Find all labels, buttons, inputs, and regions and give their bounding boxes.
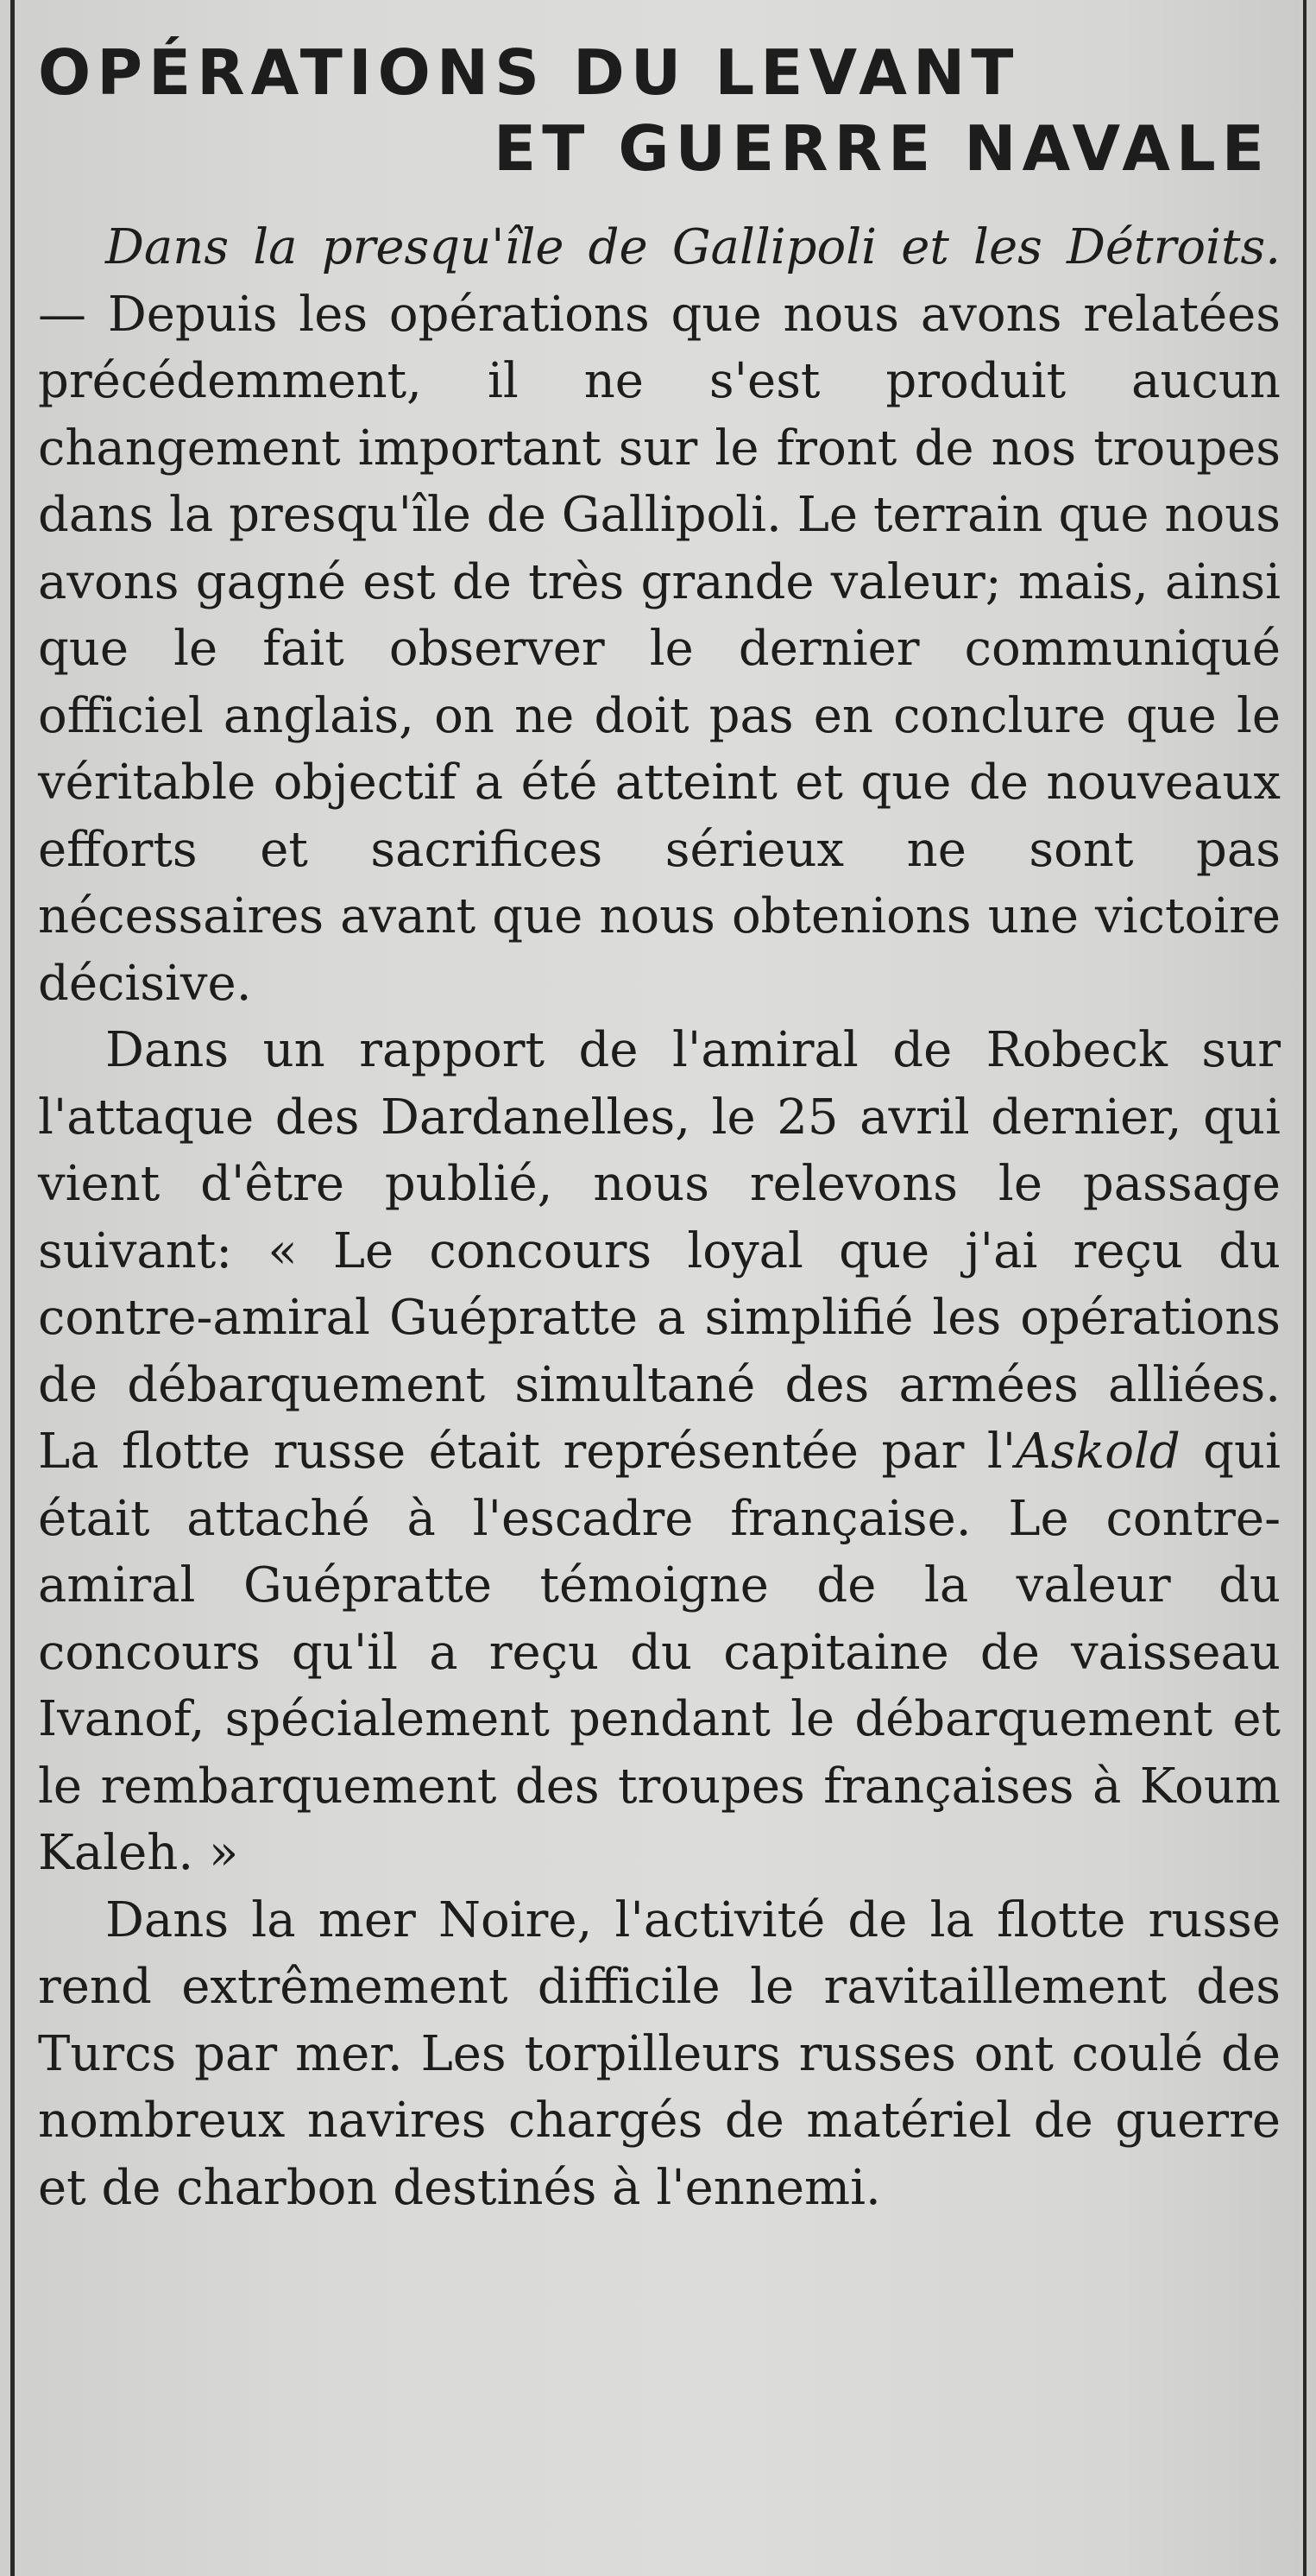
- article-title-line-2: ET GUERRE NAVALE: [494, 112, 1270, 185]
- paragraph-text: — Depuis les opérations que nous avons relatées précédemment, il ne s'est produit aucun changement important sur le front de nos troupes dans la presqu'île de Gallipoli. Le terrain que nous avons gagné est de très grande valeur; mais, ainsi que le fait observer le dernier communiqué officiel anglais, on ne doit pas en conclure que le véritable objectif a été atteint et que de nouveaux efforts et sacrifices sérieux ne sont pas nécessaires avant que nous obtenions une victoire décisive.: [38, 286, 1281, 1012]
- paragraph-lead-heading: Dans la presqu'île de Gallipoli et les Détroits.: [105, 219, 1281, 275]
- article: [38, 35, 1281, 2221]
- paragraph-black-sea: [38, 1887, 1281, 2222]
- ship-name: Askold: [1016, 1424, 1181, 1480]
- article-body: [38, 214, 1281, 2221]
- paragraph-gallipoli: [38, 214, 1281, 1017]
- paragraph-robeck-report: [38, 1017, 1281, 1887]
- right-column-rule: [1303, 0, 1307, 2576]
- paragraph-text: Dans la mer Noire, l'activité de la flotte russe rend extrêmement difficile le ravitaillement des Turcs par mer. Les torpilleurs russes ont coulé de nombreux navires chargés de matériel de guerre et de charbon destinés à l'ennemi.: [38, 1891, 1281, 2216]
- paragraph-text: qui était attaché à l'escadre française. Le contre-amiral Guépratte témoigne de la valeur du concours qu'il a reçu du capitaine de vaisseau Ivanof, spécialement pendant le débarquement et le rembarquement des troupes françaises à Koum Kaleh. »: [38, 1424, 1281, 1881]
- article-title-line-1: OPÉRATIONS DU LEVANT: [38, 36, 1020, 109]
- paragraph-text: Dans un rapport de l'amiral de Robeck sur l'attaque des Dardanelles, le 25 avril dernier, qui vient d'être publié, nous relevons le passage suivant: « Le concours loyal que j'ai reçu du contre-amiral Guépratte a simplifié les opérations de débarquement simultané des armées alliées. La flotte russe était représentée par l': [38, 1022, 1281, 1480]
- left-column-rule: [10, 0, 15, 2576]
